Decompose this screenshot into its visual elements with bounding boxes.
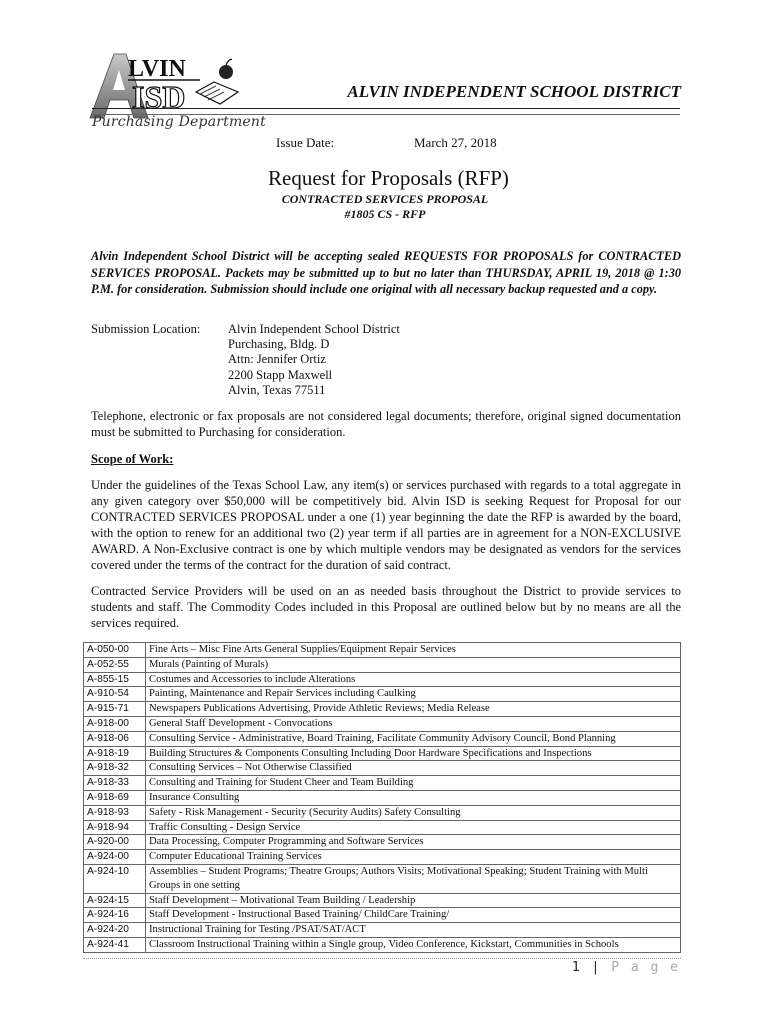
table-row (84, 923, 681, 938)
commodity-description: Staff Development – Motivational Team Building / Leadership (146, 893, 681, 908)
commodity-description: Newspapers Publications Advertising, Provide Athletic Reviews; Media Release (146, 702, 681, 717)
commodity-description: Data Processing, Computer Programming and Software Services (146, 835, 681, 850)
book-apple-icon (196, 59, 238, 104)
commodity-description: General Staff Development - Convocations (146, 716, 681, 731)
commodity-code: A-918-32 (84, 761, 146, 776)
table-row (84, 657, 681, 672)
table-row (84, 776, 681, 791)
rfp-subtitle: CONTRACTED SERVICES PROPOSAL (281, 192, 489, 206)
page-word: P a g e (611, 960, 680, 975)
commodity-description: Murals (Painting of Murals) (146, 657, 681, 672)
district-name: ALVIN INDEPENDENT SCHOOL DISTRICT (347, 82, 681, 101)
commodity-code: A-918-93 (84, 805, 146, 820)
commodity-description: Building Structures & Components Consulting Including Door Hardware Specifications and Inspections (146, 746, 681, 761)
table-row (84, 790, 681, 805)
commodity-code: A-918-69 (84, 790, 146, 805)
commodity-code: A-855-15 (84, 672, 146, 687)
commodity-codes-table (83, 642, 681, 953)
alvin-isd-logo (88, 48, 246, 122)
page-number: 1 (571, 960, 582, 975)
commodity-description: Consulting and Training for Student Cheer and Team Building (146, 776, 681, 791)
commodity-code: A-924-41 (84, 937, 146, 952)
commodity-description: Consulting Services – Not Otherwise Classified (146, 761, 681, 776)
logo-text-bottom: ISD (132, 79, 186, 115)
table-row (84, 672, 681, 687)
address-line: Alvin Independent School District (228, 322, 400, 336)
rfp-title: Request for Proposals (RFP) (268, 166, 509, 190)
issue-date-value: March 27, 2018 (414, 135, 497, 150)
table-row (84, 731, 681, 746)
commodity-description: Costumes and Accessories to include Alterations (146, 672, 681, 687)
table-row (84, 850, 681, 865)
table-row (84, 746, 681, 761)
commodity-code: A-924-15 (84, 893, 146, 908)
commodity-code: A-052-55 (84, 657, 146, 672)
commodity-code: A-924-16 (84, 908, 146, 923)
address-line: 2200 Stapp Maxwell (228, 367, 333, 382)
commodity-code: A-918-06 (84, 731, 146, 746)
page-footer (560, 960, 680, 975)
commodity-description: Safety - Risk Management - Security (Security Audits) Safety Consulting (146, 805, 681, 820)
table-row (84, 937, 681, 952)
table-row (84, 702, 681, 717)
commodity-code: A-920-00 (84, 835, 146, 850)
commodity-description: Instructional Training for Testing /PSAT/SAT/ACT (146, 923, 681, 938)
commodity-code: A-918-00 (84, 716, 146, 731)
table-row (84, 864, 681, 893)
commodity-description: Assemblies – Student Programs; Theatre Groups; Authors Visits; Motivational Speaking; Student Training with Multi Groups in one setting (146, 864, 681, 893)
commodity-code: A-910-54 (84, 687, 146, 702)
header-rule (92, 108, 680, 109)
scope-paragraph: Under the guidelines of the Texas School Law, any item(s) or services purchased with regards to a total aggregate in any given category over $50,000 will be competitively bid. Alvin ISD is seeking Request for Proposal for our CONTRACTED SERVICES PROPOSAL under a one (1) year beginning the date the RFP is awarded by the board, with the option to renew for an additional two (2) year term if all parties are in agreement for a NON-EXCLUSIVE AWARD. A Non-Exclusive contract is one by which multiple vendors may be designated as vendors for the services covered under the terms of the contract for the duration of said contract. (91, 478, 681, 572)
table-row (84, 761, 681, 776)
commodity-code: A-050-00 (84, 643, 146, 658)
footer-rule (83, 958, 681, 959)
table-row (84, 908, 681, 923)
commodity-code: A-924-10 (84, 864, 146, 893)
scope-heading: Scope of Work: (91, 452, 174, 466)
table-row (84, 805, 681, 820)
rfp-number: #1805 CS - RFP (344, 207, 426, 221)
commodity-code: A-918-33 (84, 776, 146, 791)
address-line: Purchasing, Bldg. D (228, 337, 330, 352)
commodity-code: A-918-94 (84, 820, 146, 835)
issue-date-label: Issue Date: (276, 135, 335, 150)
commodity-description: Classroom Instructional Training within a Single group, Video Conference, Kickstart, Communities in Schools (146, 937, 681, 952)
submission-address (228, 322, 400, 398)
commodity-description: Insurance Consulting (146, 790, 681, 805)
commodity-description: Fine Arts – Misc Fine Arts General Supplies/Equipment Repair Services (146, 643, 681, 658)
page-separator: | (591, 960, 602, 975)
intro-paragraph: Alvin Independent School District will be accepting sealed REQUESTS FOR PROPOSALS for CONTRACTED SERVICES PROPOSAL. Packets may be submitted up to but no later than THURSDAY, APRIL 19, 2018 @ 1:30 P.M. for consideration. Submission should include one original with all necessary backup requested and a copy. (91, 249, 681, 296)
commodity-code: A-915-71 (84, 702, 146, 717)
commodity-code: A-924-20 (84, 923, 146, 938)
table-row (84, 687, 681, 702)
logo-text-top: LVIN (128, 56, 186, 82)
commodity-description: Consulting Service - Administrative, Board Training, Facilitate Community Advisory Council, Bond Planning (146, 731, 681, 746)
table-row (84, 643, 681, 658)
table-row (84, 820, 681, 835)
commodity-code: A-924-00 (84, 850, 146, 865)
table-row (84, 835, 681, 850)
header-rule-thin (92, 114, 680, 115)
purchasing-department-label: Purchasing Department (92, 114, 266, 130)
commodity-description: Staff Development - Instructional Based Training/ ChildCare Training/ (146, 908, 681, 923)
table-row (84, 893, 681, 908)
telephone-note: Telephone, electronic or fax proposals are not considered legal documents; therefore, original signed documentation must be submitted to Purchasing for consideration. (91, 409, 681, 439)
providers-paragraph: Contracted Service Providers will be used on an as needed basis throughout the District to provide services to students and staff. The Commodity Codes included in this Proposal are outlined below but by no means are all the services required. (91, 584, 681, 630)
commodity-code: A-918-19 (84, 746, 146, 761)
address-line: Attn: Jennifer Ortiz (228, 352, 326, 367)
table-row (84, 716, 681, 731)
commodity-description: Computer Educational Training Services (146, 850, 681, 865)
commodity-description: Painting, Maintenance and Repair Services including Caulking (146, 687, 681, 702)
address-line: Alvin, Texas 77511 (228, 382, 326, 397)
submission-location-label: Submission Location: (91, 322, 201, 336)
commodity-description: Traffic Consulting - Design Service (146, 820, 681, 835)
